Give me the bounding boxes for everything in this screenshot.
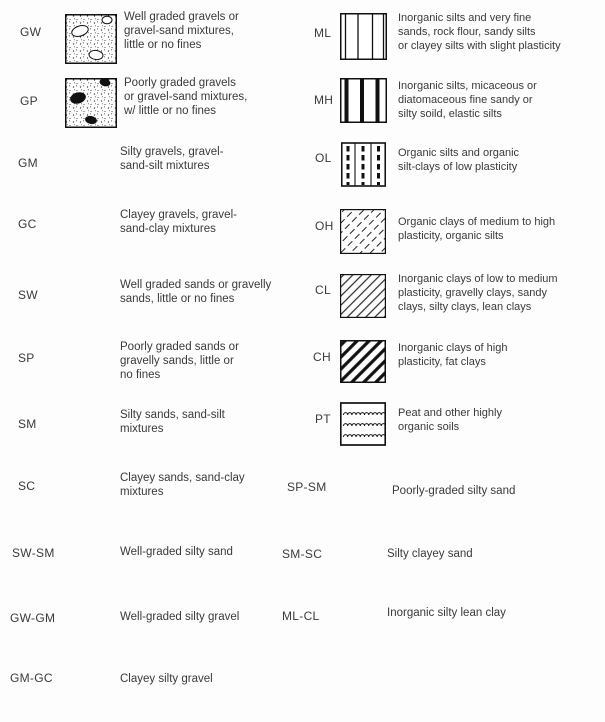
soil-code: GC — [18, 217, 37, 231]
soil-description: Inorganic silts, micaceous or diatomaceous fine sandy or silty soild, elastic silts — [398, 80, 537, 120]
oh-pattern-icon — [340, 209, 386, 254]
soil-code: MH — [314, 93, 334, 107]
soil-description: Inorganic clays of low to medium plasticity, gravelly clays, sandy clays, silty clays, lean clays — [398, 273, 558, 313]
soil-code: GM — [18, 156, 38, 170]
pt-pattern-icon — [340, 402, 386, 446]
soil-code: GW — [20, 25, 42, 39]
soil-description: Poorly-graded silty sand — [392, 485, 516, 497]
soil-description: Inorganic silty lean clay — [387, 607, 506, 619]
ol-pattern-icon — [341, 142, 386, 187]
soil-description: Well graded sands or gravelly sands, little or no fines — [120, 279, 272, 305]
soil-code: PT — [315, 412, 331, 426]
gp-pattern-icon — [65, 78, 117, 128]
soil-description: Inorganic silts and very fine sands, rock flour, sandy silts or clayey silts with slight plasticity — [398, 12, 561, 52]
soil-description: Organic silts and organic silt-clays of low plasticity — [398, 147, 520, 173]
soil-description: Clayey gravels, gravel- sand-clay mixtures — [120, 209, 237, 235]
soil-description: Organic clays of medium to high plasticity, organic silts — [398, 216, 556, 242]
soil-code: OL — [315, 151, 332, 165]
soil-code: SC — [18, 479, 36, 493]
mh-pattern-icon — [340, 78, 387, 123]
soil-description: Inorganic clays of high plasticity, fat clays — [398, 342, 508, 368]
soil-description: Well-graded silty sand — [120, 546, 233, 558]
soil-code: SM — [18, 417, 37, 431]
soil-code: CL — [315, 283, 331, 297]
soil-description: Peat and other highly organic soils — [398, 407, 502, 433]
soil-code: ML — [314, 26, 332, 40]
soil-code: ML-CL — [282, 609, 320, 623]
gw-pattern-icon — [65, 14, 117, 64]
soil-description: Clayey silty gravel — [120, 673, 213, 685]
ml-pattern-icon — [340, 13, 387, 60]
soil-code: SP-SM — [287, 480, 327, 494]
soil-code: CH — [313, 350, 331, 364]
soil-description: Silty clayey sand — [387, 548, 473, 560]
soil-description: Poorly graded sands or gravelly sands, little or no fines — [120, 341, 239, 381]
soil-description: Poorly graded gravels or gravel-sand mixtures, w/ little or no fines — [124, 77, 248, 117]
soil-description: Silty gravels, gravel- sand-silt mixtures — [120, 146, 224, 172]
soil-code: GW-GM — [10, 611, 56, 625]
soil-description: Well graded gravels or gravel-sand mixtures, little or no fines — [124, 11, 239, 51]
soil-code: SW-SM — [12, 546, 55, 560]
soil-code: SW — [18, 288, 38, 302]
soil-description: Clayey sands, sand-clay mixtures — [120, 472, 245, 498]
soil-code: OH — [315, 219, 334, 233]
soil-code: GP — [20, 94, 38, 108]
soil-code: SM-SC — [282, 547, 323, 561]
soil-code: GM-GC — [10, 671, 53, 685]
soil-description: Silty sands, sand-silt mixtures — [120, 409, 225, 435]
soil-description: Well-graded silty gravel — [120, 611, 240, 623]
cl-pattern-icon — [340, 274, 386, 318]
soil-code: SP — [18, 351, 35, 365]
ch-pattern-icon — [340, 340, 386, 383]
